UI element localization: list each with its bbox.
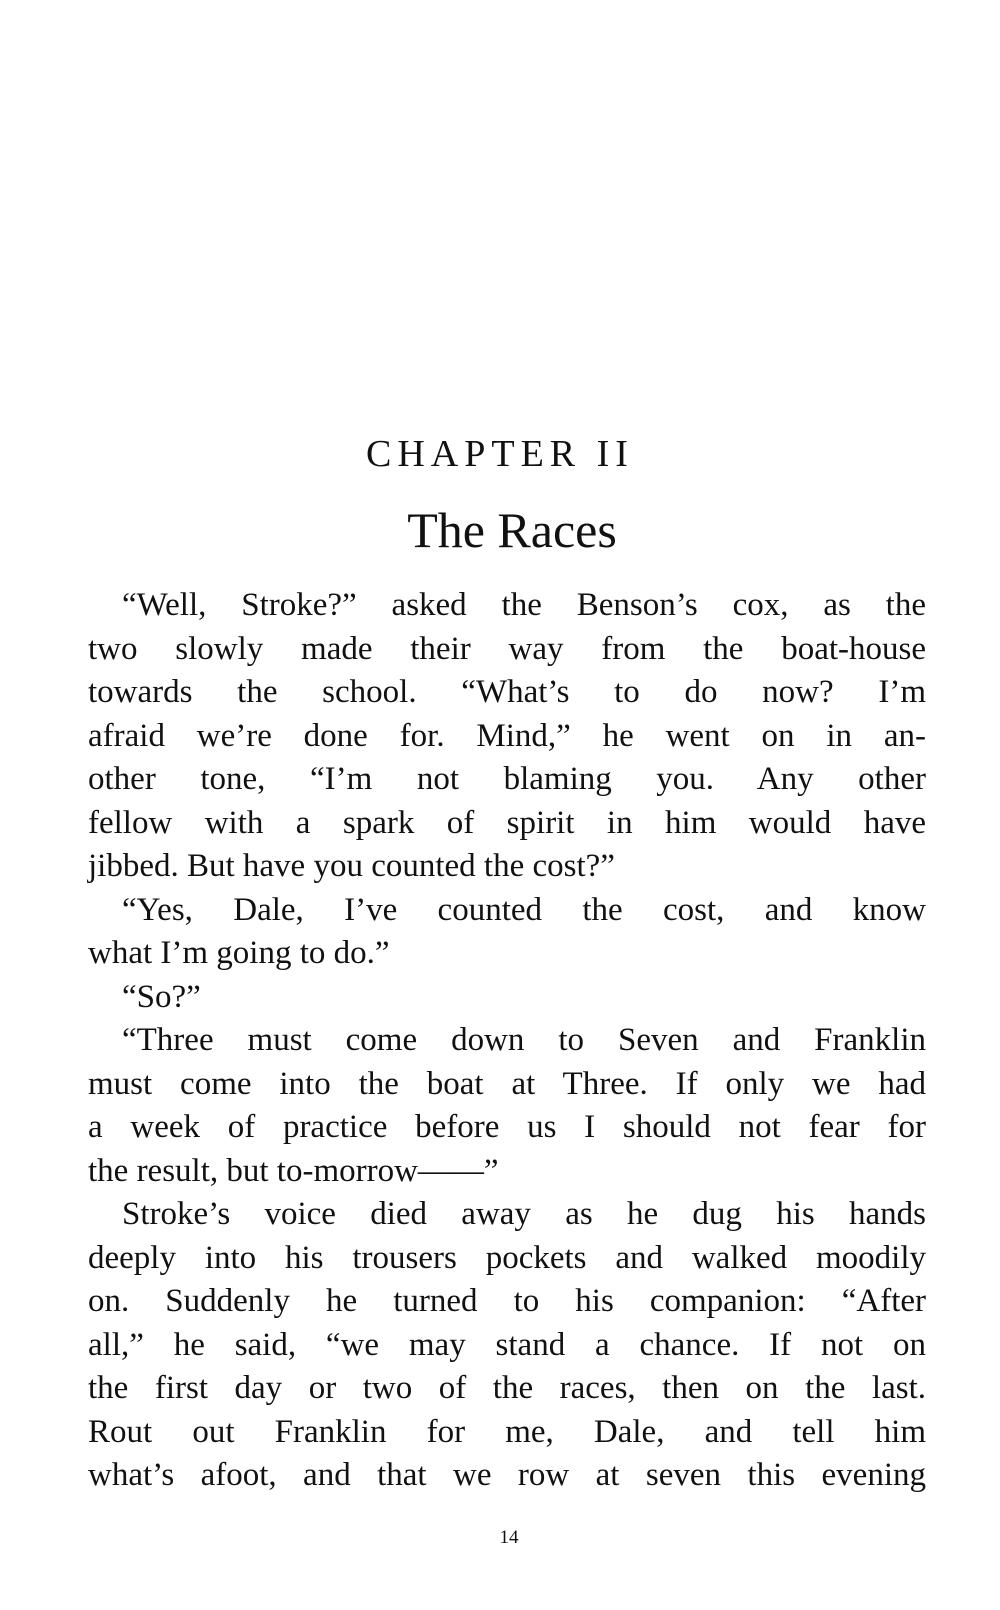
text-line: what I’m going to do.” [88, 935, 390, 971]
text-line: deeply into his trousers pockets and walked moodily [88, 1239, 926, 1276]
text-line: the result, but to-morrow——” [88, 1152, 499, 1189]
text-line: Stroke’s voice died away as he dug his hands [122, 1196, 926, 1232]
chapter-label: CHAPTER II [366, 433, 634, 475]
text-line: the first day or two of the races, then on the last. [88, 1370, 926, 1406]
text-line: jibbed. But have you counted the cost?” [88, 848, 615, 884]
body-text [88, 584, 926, 1498]
text-line: on. Suddenly he turned to his companion: “After [88, 1283, 926, 1319]
text-line: all,” he said, “we may stand a chance. If not on [88, 1326, 926, 1363]
text-line: a week of practice before us I should not fear for [88, 1109, 926, 1145]
text-line: “Three must come down to Seven and Franklin [122, 1022, 926, 1058]
text-line: “So?” [122, 978, 201, 1015]
text-line: fellow with a spark of spirit in him would have [88, 804, 926, 841]
text-line: “Yes, Dale, I’ve counted the cost, and know [122, 891, 926, 928]
text-line: must come into the boat at Three. If only we had [88, 1065, 926, 1102]
text-line: Rout out Franklin for me, Dale, and tell him [88, 1413, 926, 1450]
page-number: 14 [499, 1527, 519, 1548]
text-line: what’s afoot, and that we row at seven this evening [88, 1457, 926, 1493]
text-line: other tone, “I’m not blaming you. Any other [88, 761, 926, 797]
chapter-title: The Races [407, 502, 617, 558]
text-line: “Well, Stroke?” asked the Benson’s cox, as the [122, 587, 926, 623]
text-line: two slowly made their way from the boat-house [88, 630, 926, 667]
text-line: towards the school. “What’s to do now? I’m [88, 674, 926, 710]
text-line: afraid we’re done for. Mind,” he went on in an- [88, 717, 926, 754]
